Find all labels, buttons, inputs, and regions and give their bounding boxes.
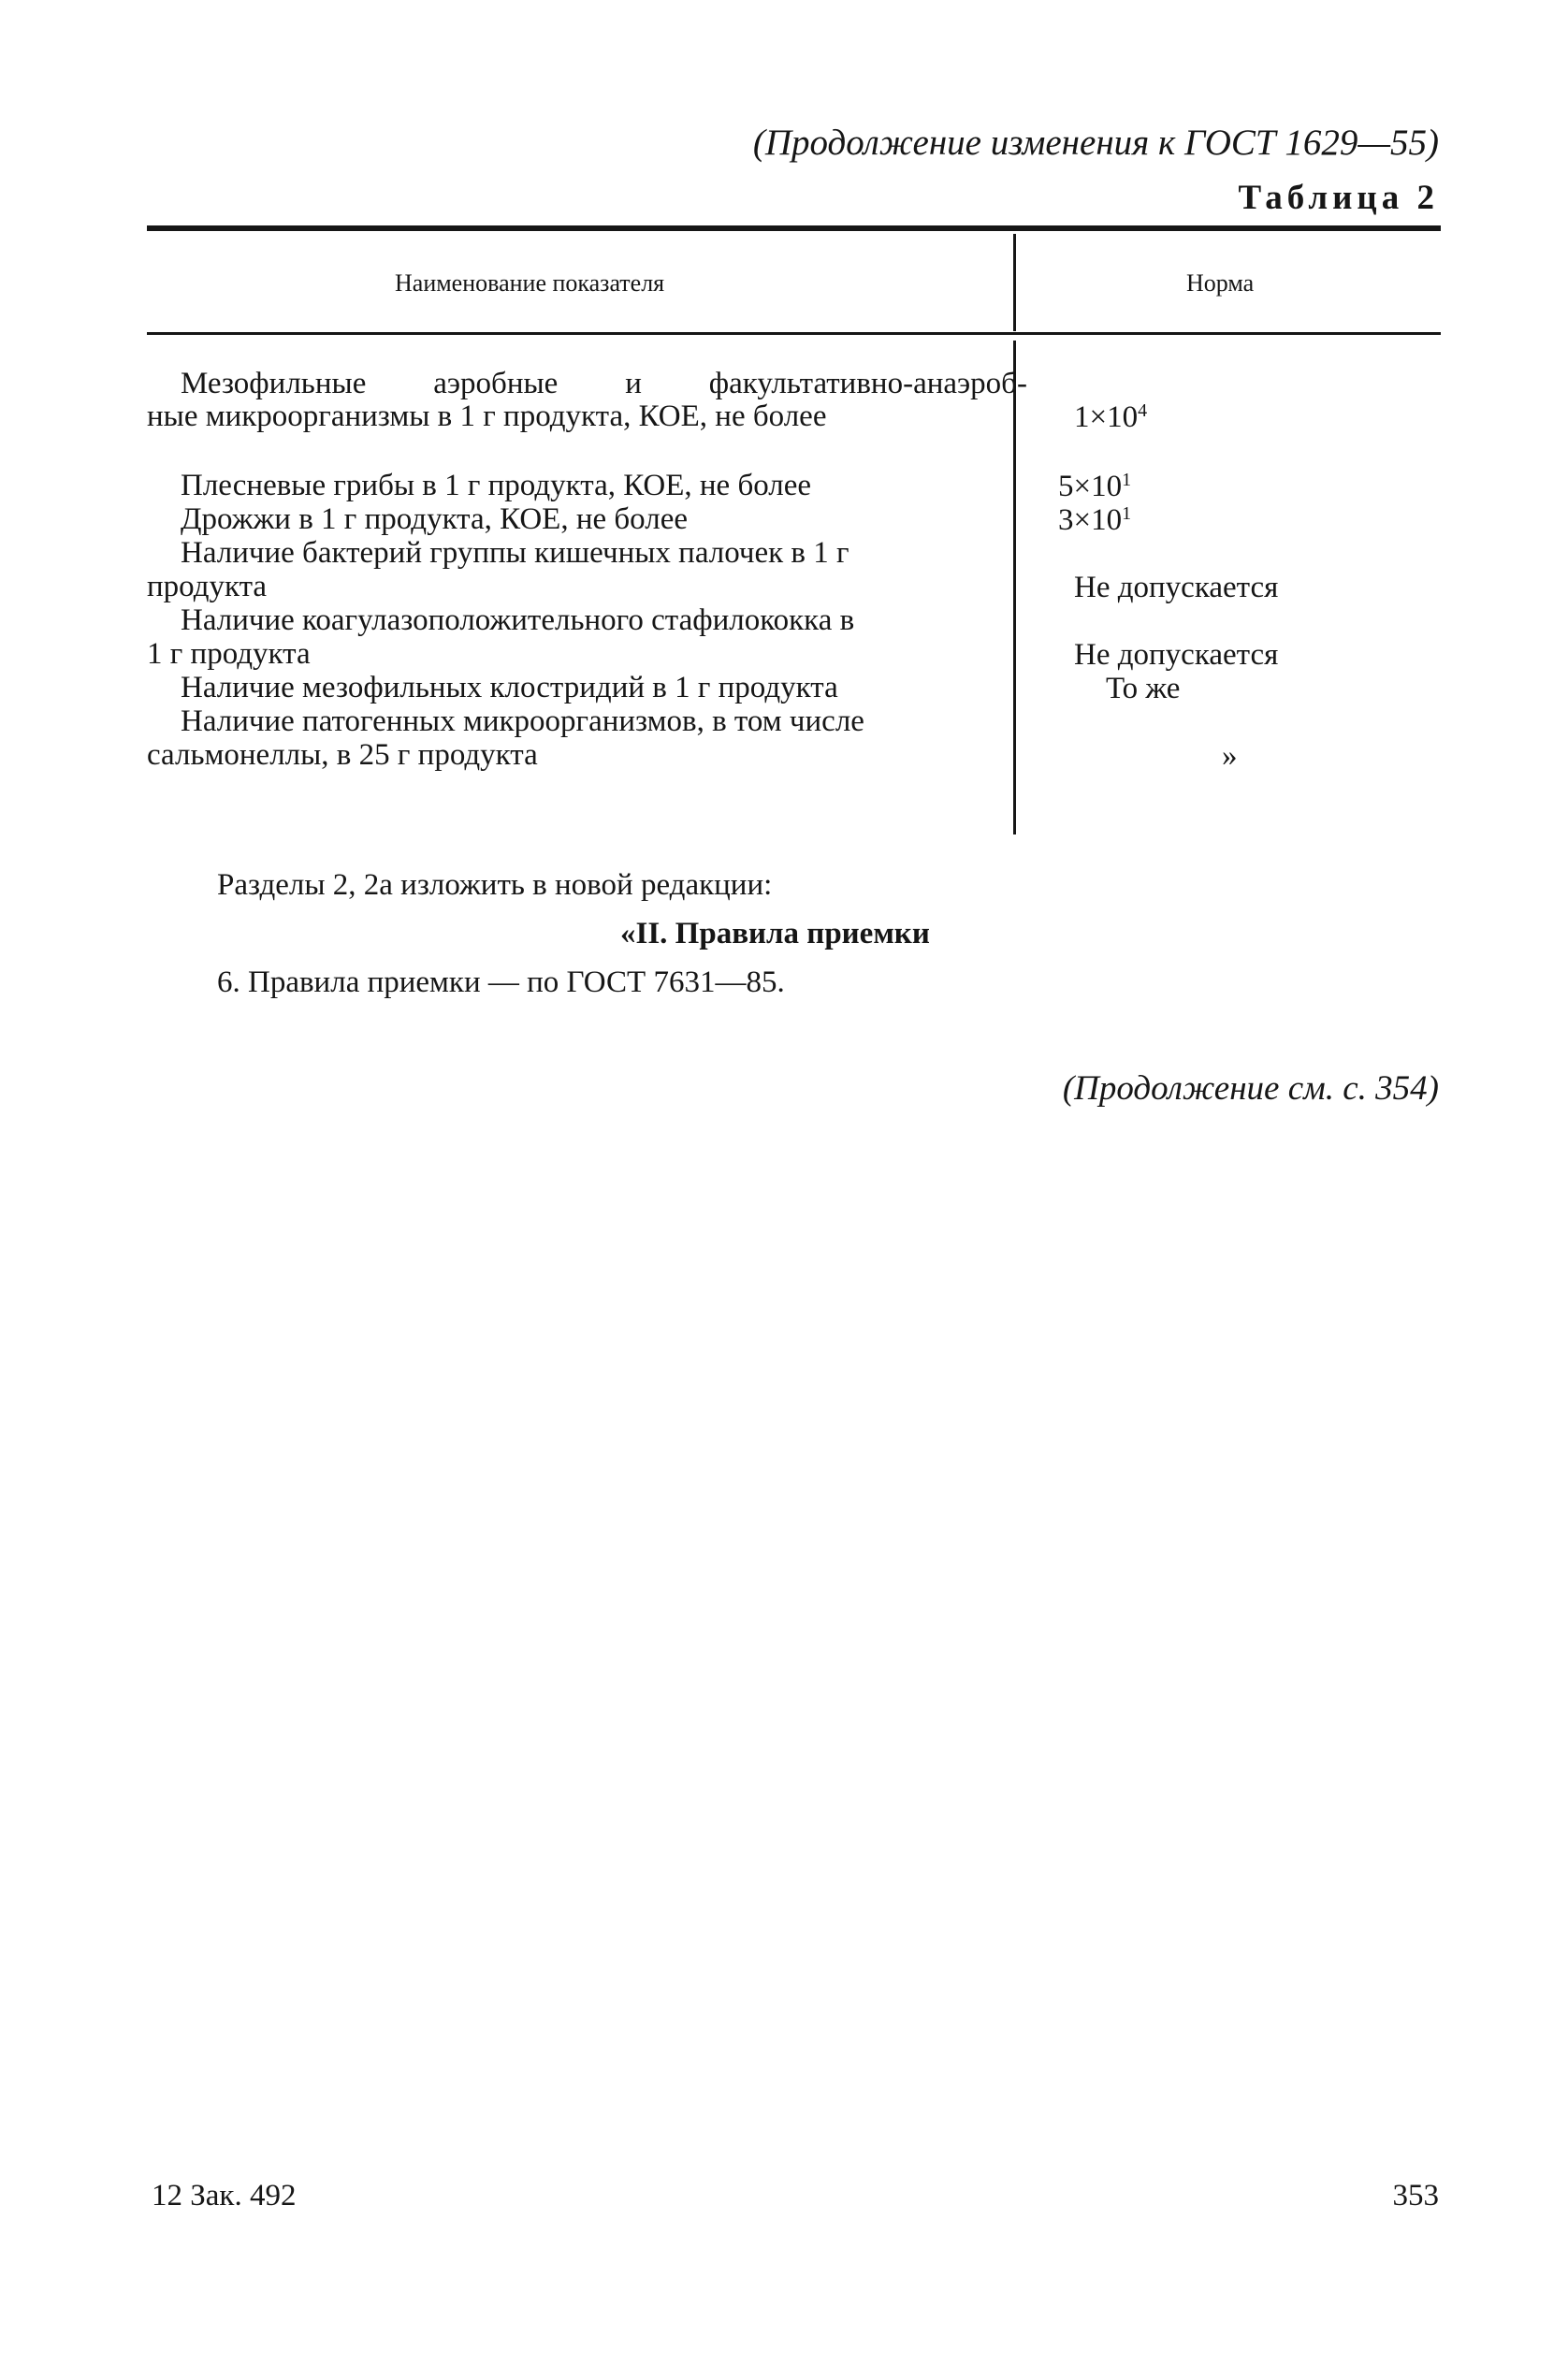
row-name: Наличие коагулазоположительного стафилококка в — [181, 603, 855, 637]
row-norm-value: Не допускается — [1074, 638, 1279, 672]
table-row — [181, 705, 864, 738]
table-row — [181, 503, 688, 536]
word: аэробные — [433, 367, 559, 400]
footer-order-number: 12 Зак. 492 — [152, 2179, 297, 2213]
column-header-name: Наименование показателя — [395, 269, 665, 297]
row-norm-value: То же — [1106, 672, 1181, 705]
row-name: Наличие бактерий группы кишечных палочек в 1 г — [181, 536, 849, 570]
row-norm-value: » — [1222, 739, 1238, 773]
norm-exponent: 4 — [1138, 400, 1148, 421]
row-norm-value — [1058, 503, 1131, 538]
row-name: Наличие патогенных микроорганизмов, в том числе — [181, 704, 864, 738]
row-name: Наличие мезофильных клостридий в 1 г продукта — [181, 671, 838, 704]
word: Мезофильные — [181, 367, 367, 400]
table-row — [181, 368, 1027, 400]
word: и — [625, 367, 642, 400]
row-name-line-2: сальмонеллы, в 25 г продукта — [147, 738, 538, 772]
row-norm-value — [1074, 400, 1147, 435]
row-name-line-2: продукта — [147, 570, 268, 603]
row-name-line-2: 1 г продукта — [147, 637, 311, 671]
norm-base: 1×10 — [1074, 400, 1139, 434]
row-name-line-1 — [181, 368, 1027, 400]
column-header-norm: Норма — [1186, 269, 1255, 297]
column-divider — [1013, 234, 1016, 331]
table-caption: Таблица 2 — [1238, 179, 1439, 217]
table-row — [181, 604, 854, 637]
norm-exponent: 1 — [1122, 470, 1132, 490]
row-name: Дрожжи в 1 г продукта, КОЕ, не более — [181, 502, 688, 536]
table-row — [181, 470, 811, 502]
intro-paragraph: Разделы 2, 2а изложить в новой редакции: — [217, 868, 773, 902]
continued-header: (Продолжение изменения к ГОСТ 1629—55) — [752, 123, 1439, 163]
norm-base: 5×10 — [1058, 470, 1123, 503]
table-row — [181, 672, 838, 704]
section-title: «II. Правила приемки — [620, 917, 930, 950]
continued-footer: (Продолжение см. с. 354) — [1062, 1069, 1439, 1108]
norm-exponent: 1 — [1122, 503, 1132, 524]
paragraph-item-6: 6. Правила приемки — по ГОСТ 7631—85. — [217, 965, 785, 999]
row-norm-value: Не допускается — [1074, 571, 1279, 604]
word: факультативно-анаэроб- — [708, 367, 1027, 400]
row-name: Плесневые грибы в 1 г продукта, КОЕ, не более — [181, 469, 812, 502]
table-top-rule — [147, 225, 1441, 231]
row-name-line-2: ные микроорганизмы в 1 г продукта, КОЕ, не более — [147, 399, 827, 433]
table-header-rule — [147, 332, 1441, 335]
table-row — [181, 537, 849, 570]
page-number: 353 — [1392, 2179, 1439, 2213]
column-divider — [1013, 341, 1016, 834]
norm-base: 3×10 — [1058, 503, 1123, 537]
row-norm-value — [1058, 470, 1131, 504]
